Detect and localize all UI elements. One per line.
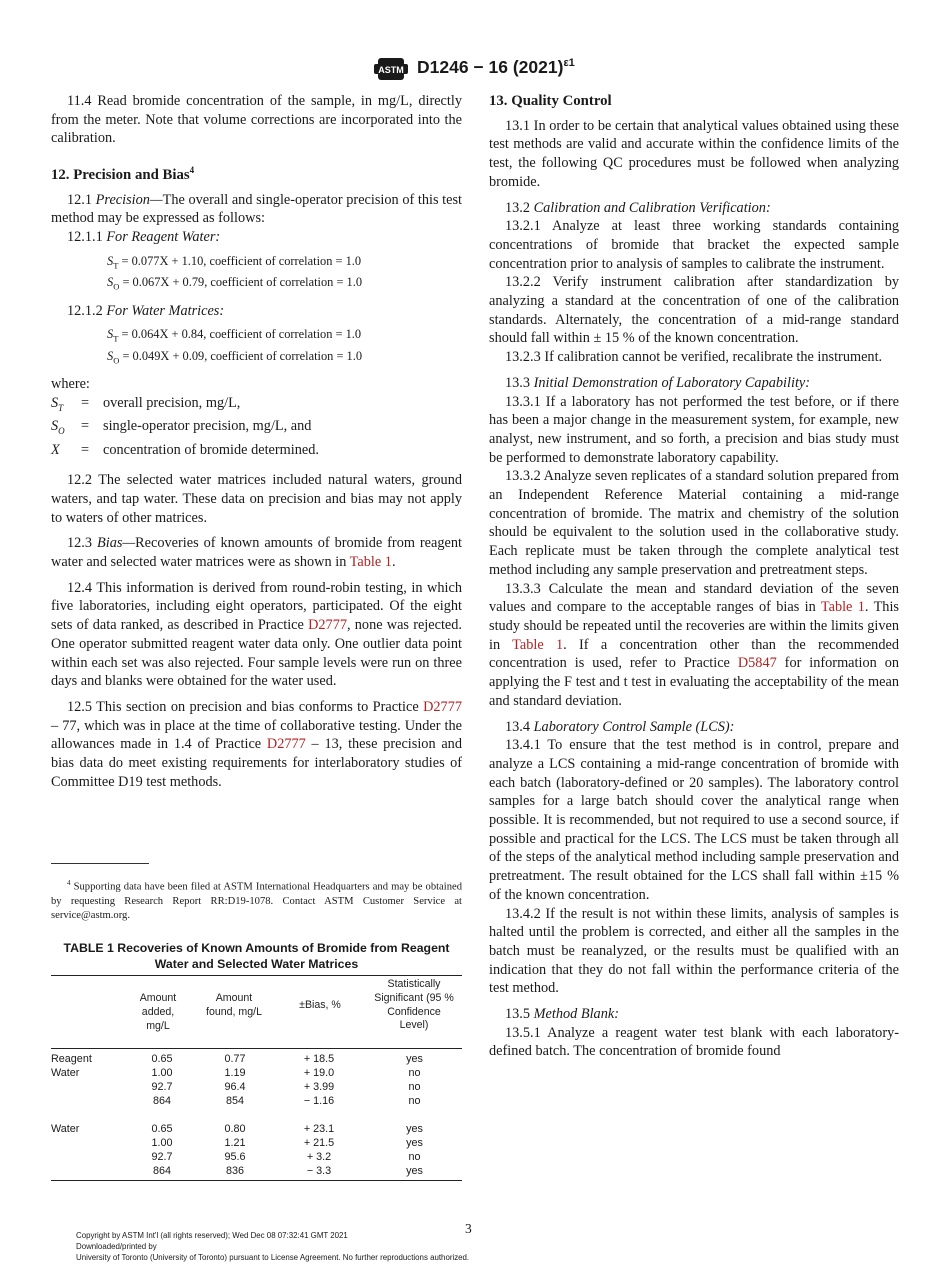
standard-designation: D1246 − 16 $(2021)^{\varepsilon 1}$: [417, 57, 575, 77]
table-row: 864 854 − 1.16 no: [152, 1095, 421, 1107]
para-13-1: 13.1 In order to be certain that analytical values obtained using these test methods are valid and accurate within the confidence limits of the test, the following QC procedures must be followed when analyzing bromide.: [489, 117, 899, 190]
equations-reagent-water: [107, 253, 462, 296]
para-12-3: 12.3 Bias—Recoveries of known amounts of bromide from reagent water and selected water matrices were as shown in Table 1.: [51, 535, 462, 571]
table-row: 92.7 95.6 + 3.2 no: [151, 1151, 421, 1163]
left-column: [51, 92, 462, 791]
table-1-link[interactable]: Table 1: [349, 554, 392, 571]
para-12-5: 12.5 This section on precision and bias conforms to Practice D2777 – 77, which was in place at the time of collaborative testing. Under the allowances made in 1.4 of Practice D2777 – 13, these precision and bias data do meet existing requirements for interlaboratory studies of Committee D19 test methods.: [51, 698, 462, 790]
copyright-line: Downloaded/printed by: [76, 1241, 157, 1251]
definition-row: X = concentration of bromide determined.: [51, 441, 319, 458]
para-13-5: 13.5 Method Blank:: [505, 1006, 619, 1023]
copyright-line: University of Toronto (University of Toronto) pursuant to License Agreement. No further reproductions authorized.: [76, 1252, 470, 1262]
d5847-link[interactable]: D5847: [737, 655, 777, 672]
section-13-heading: 13. Quality Control: [489, 93, 612, 109]
para-13-2-1: 13.2.1 Analyze at least three working standards containing concentrations of bromide that bracket the expected sample concentration prior to analysis of samples to calibrate the instrument.: [489, 218, 899, 272]
copyright-notice: [76, 1231, 469, 1263]
para-13-2-3: 13.2.3 If calibration cannot be verified, recalibrate the instrument.: [505, 349, 883, 366]
right-column: [489, 92, 899, 1061]
column-header-amount-added: Amount added, mg/L: [139, 992, 177, 1032]
para-11-4: 11.4 Read bromide concentration of the sample, in mg/L, directly from the meter. Note that volume corrections are incorporated into the calibration.: [51, 93, 462, 147]
para-13-4-1: 13.4.1 To ensure that the test method is in control, prepare and analyze a LCS containing a mid-range concentration of bromide with each batch (laboratory-defined or 20 samples). The laboratory control samples for a large batch should cover the analytical range when possible. It is recommended, but not required to use a second source, if possible and practical for the LCS. The LCS must be taken through all of the steps of the analytical method including sample preservation and pretreatment. The result obtained for the LCS shall fall within ±15 % of the known concentration.: [489, 737, 899, 903]
d2777-link[interactable]: D2777: [308, 617, 347, 634]
where-label: where:: [51, 376, 90, 393]
column-header-bias: ±Bias, %: [299, 999, 341, 1011]
table-rule-mid: [51, 1048, 462, 1049]
para-13-3-2: 13.3.2 Analyze seven replicates of a standard solution prepared from an Independent Reference Material containing a mid-range concentration of bromide. The matrix and chemistry of the solution should be equivalent to the solution used in the collaborative study. Each replicate must be taken through the complete analytical test method including any sample preservation and pretreatment steps.: [489, 468, 899, 578]
table-row: 92.7 96.4 + 3.99 no: [151, 1081, 421, 1093]
table-row: Water 0.65 0.80 + 23.1 yes: [51, 1123, 423, 1135]
equation: $S_T = 0.064X + 0.84$, coefficient of correlation = 1.0: [107, 327, 362, 344]
para-13-5-1: 13.5.1 Analyze a reagent water test blank with each laboratory-defined batch. The concentration of bromide found: [489, 1024, 899, 1060]
table-rule-top: [51, 975, 462, 976]
equation: $S_O = 0.049X + 0.09$, coefficient of correlation = 1.0: [107, 348, 363, 366]
d2777-link[interactable]: D2777: [423, 698, 462, 715]
para-12-4: 12.4 This information is derived from round-robin testing, in which five laboratories, including eight operators, participated. Of the eight sets of data ranked, as described in Practice D2777, none was rejected. One operator submitted reagent water data only. One outlier data point within each set was also rejected. Four sample levels were run on three days and blanks were obtained for the water used.: [51, 579, 462, 690]
astm-logo-icon: [372, 55, 410, 83]
table-1-body: [51, 1052, 462, 1178]
para-13-2-2: 13.2.2 Verify instrument calibration after standardization by analyzing a standard at the concentration of one of the calibration standards. Alternately, the concentration of a mid-range standard should fall within ± 15 % of the known concentration.: [489, 274, 899, 347]
table-row: 864 836 − 3.3 yes: [152, 1165, 423, 1177]
table-row: Water 1.00 1.19 + 19.0 no: [51, 1067, 421, 1079]
table-1-link[interactable]: Table 1: [512, 636, 564, 653]
para-13-3-3: 13.3.3 Calculate the mean and standard deviation of the seven values and compare to the acceptable ranges of bias in Table 1. This study should be repeated until the recoveries are within the limits given in Table 1. If a concentration other than the recommended concentration is used, refer to Practice D5847 for information on applying the F test and t test in evaluating the acceptability of the mean and standard deviation.: [489, 580, 899, 709]
d2777-link[interactable]: D2777: [266, 736, 306, 753]
equations-water-matrices: [107, 326, 462, 369]
table-row: Reagent 0.65 0.77 + 18.5 yes: [51, 1053, 423, 1065]
para-13-4-2: 13.4.2 If the result is not within these limits, analysis of samples is halted until the problem is corrected, and either all the samples in the batch must be reanalyzed, or the results must be qualified with an indication that they do not fall within the performance criteria of the test method.: [489, 905, 899, 997]
section-12-heading: 12. Precision and Bias$^4$: [51, 165, 195, 184]
para-12-1-2: 12.1.2 For Water Matrices:: [67, 302, 225, 319]
equation: $S_O = 0.067X + 0.79$, coefficient of correlation = 1.0: [107, 275, 363, 292]
para-13-2: 13.2 Calibration and Calibration Verification:: [505, 199, 771, 216]
footnote-4: $^4$ Supporting data have been filed at ASTM International Headquarters and may be obtained by requesting Research Report RR:D19-1078. Contact ASTM Customer Service at service@astm.org.: [51, 879, 462, 922]
column-header-significant: Statistically Significant (95 % Confidence Level): [374, 978, 454, 1032]
para-13-3: 13.3 Initial Demonstration of Laboratory Capability:: [505, 374, 811, 391]
table-1-title: TABLE 1 Recoveries of Known Amounts of Bromide from Reagent Water and Selected Water Matrices: [63, 941, 450, 971]
page-header: [0, 55, 950, 83]
para-12-1-1: 12.1.1 For Reagent Water:: [67, 229, 221, 246]
column-header-amount-found: Amount found, mg/L: [206, 992, 262, 1018]
equation: $S_T = 0.077X + 1.10$, coefficient of correlation = 1.0: [107, 253, 362, 271]
para-13-3-1: 13.3.1 If a laboratory has not performed the test before, or if there has been a major change in the measurement system, for example, new analyst, new instrument, and so forth, a precision and bias study must be performed to demonstrate laboratory capability.: [489, 393, 899, 466]
variable-definitions: [51, 394, 319, 464]
table-row: 1.00 1.21 + 21.5 yes: [151, 1137, 423, 1149]
definition-row: $S_T$ = overall precision, mg/L,: [51, 395, 241, 413]
definition-row: $S_O$ = single-operator precision, mg/L, and: [51, 418, 312, 437]
footnote-rule: [51, 863, 149, 864]
para-12-1: 12.1 Precision—The overall and single-operator precision of this test method may be expressed as follows:: [51, 191, 463, 227]
page-number: 3: [465, 1221, 472, 1236]
svg-text:ASTM: ASTM: [378, 65, 404, 75]
table-1-link[interactable]: Table 1: [820, 599, 865, 616]
table-rule-bottom: [51, 1180, 462, 1181]
table-group-gap: [51, 1108, 462, 1122]
copyright-line: Copyright by ASTM Int'l (all rights reserved); Wed Dec 08 07:32:41 GMT 2021: [76, 1231, 348, 1240]
para-12-2: 12.2 The selected water matrices included natural waters, ground waters, and tap water. These data on precision and bias may not apply to waters of other matrices.: [51, 472, 462, 526]
para-13-4: 13.4 Laboratory Control Sample (LCS):: [505, 718, 735, 735]
